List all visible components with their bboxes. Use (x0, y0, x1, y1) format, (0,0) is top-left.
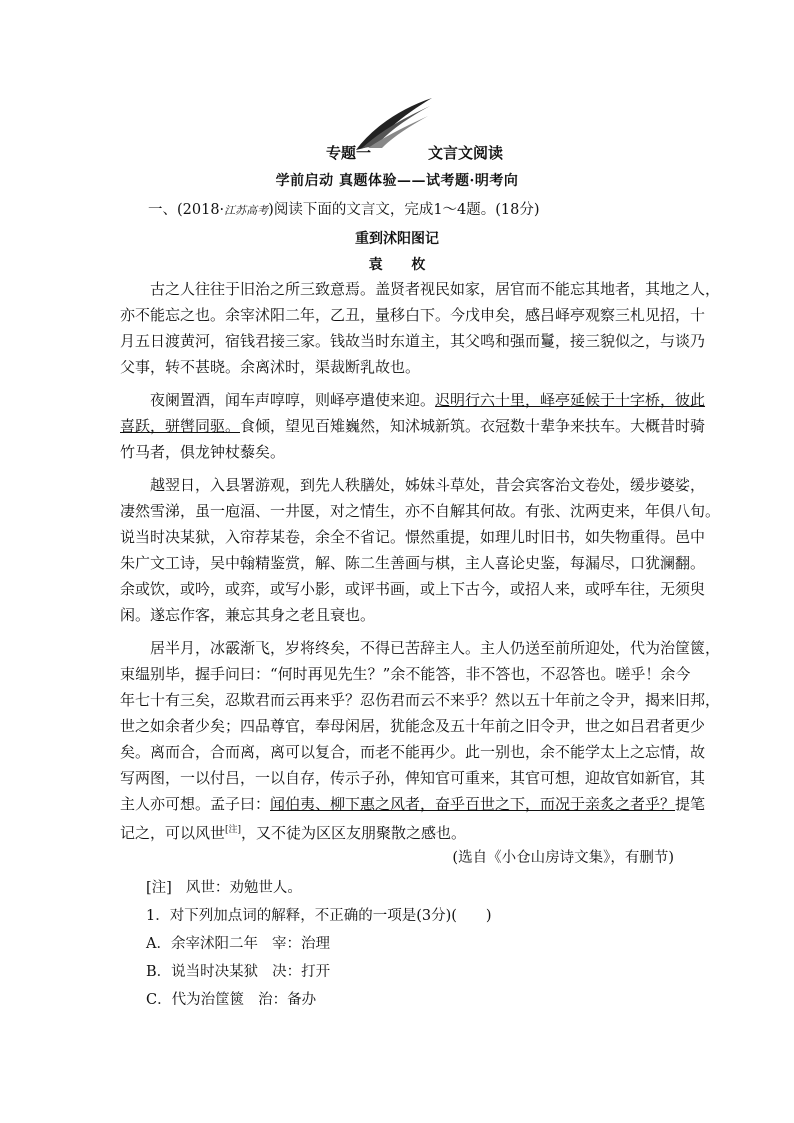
question-intro (148, 198, 540, 219)
paragraph-3-line-3: 说当时决某狱，入帘荐某卷，余全不省记。憬然重提，如理儿时旧书，如失物重得。邑中 (120, 528, 706, 546)
article-body (120, 276, 721, 843)
option-c-letter: C． (146, 992, 172, 1008)
paragraph-2-line-3: 竹马者，俱龙钟杖藜矣。 (120, 443, 286, 461)
paragraph-4-line-8 (120, 817, 676, 843)
paragraph-4-underlined: 闻伯夷、柳下惠之风者，奋乎百世之下，而况于亲炙之者乎？ (270, 795, 676, 813)
footnote-text: 风世：劝勉世人。 (185, 880, 302, 896)
paragraph-4-line-3: 年七十有三矣，忍欺君而云再来乎？忍伤君而云不来乎？然以五十年前之令尹，揭来旧邦， (120, 691, 721, 709)
paragraph-2-line-2-tail: 大概昔时骑 (630, 417, 706, 435)
option-c[interactable] (146, 988, 316, 1009)
footnote-marker: [注] (225, 825, 242, 835)
option-a-gloss: 宰：治理 (271, 936, 330, 952)
paragraph-4-line-4: 世之如余者少矣；四品尊官，奉母闲居，犹能念及五十年前之旧令尹，世之如吕君者更少 (120, 717, 706, 735)
page-subtitle: 学前启动 真题体验——试考题·明考向 (275, 173, 519, 189)
article-author: 袁 枚 (368, 257, 438, 273)
article-title: 重到沭阳图记 (355, 231, 439, 247)
paragraph-4-line-1: 居半月，冰霰渐飞，岁将终矣，不得已苦辞主人。主人仍送至前所迎处，代为治筐篋， (150, 639, 721, 657)
paragraph-2-underlined-1: 迟明行六十里，峄亭延候于十字桥，彼此 (435, 391, 706, 409)
paragraph-1-line-3: 月五日渡黄河，宿钱君接三家。钱故当时东道主，其父鸣和强而鬘，接三貌似之，与谈乃 (120, 332, 706, 350)
question-1-stem: 1．对下列加点词的解释，不正确的一项是(3分)( ) (146, 908, 492, 924)
paragraph-2-line-2 (120, 413, 706, 439)
paragraph-4-line-5: 矣。离而合，合而离，离可以复合，而老不能再少。此一别也，余不能学太上之忘情，故 (120, 743, 706, 761)
paragraph-2-line-2-rest: 食倾，望见百雉巍然，知沭城新筑。衣冠数十辈争来扶车。 (240, 417, 631, 435)
paragraph-2-underlined-2: 喜跃，骈辔同驱。 (120, 417, 241, 435)
paragraph-4-line-6: 写两图，一以付吕，一以自存，传示子孙，俾知官可重来，其官可想，迎故官如新官，其 (120, 769, 706, 787)
paragraph-4-line-7 (120, 791, 706, 817)
option-c-gloss: 治：备办 (258, 992, 317, 1008)
paragraph-4-line-2: 束缊别毕，握手问曰：“何时再见先生？”余不能答，非不答也，不忍答也。嗟乎！余今 (120, 665, 691, 683)
article-source: (选自《小仓山房诗文集》，有删节) (452, 850, 674, 866)
paragraph-2-line-1-text: 夜阑置酒，闻车声啍啍，则峄亭遣使来迎。 (150, 391, 436, 409)
option-b-phrase: 说当时决某狱 (171, 964, 259, 980)
option-b[interactable] (146, 960, 330, 981)
paragraph-3-line-5: 余或饮，或吟，或弈，或写小影，或评书画，或上下古今，或招人来，或呼车往，无须臾 (120, 580, 706, 598)
paragraph-4-line-8-post: ，又不徒为区区友朋聚散之感也。 (241, 824, 467, 842)
paragraph-1-line-4: 父事，转不甚晓。余离沭时，渠裁断乳故也。 (120, 358, 421, 376)
section-title: 文言文阅读 (428, 144, 504, 162)
question-intro-suffix: )阅读下面的文言文，完成1～4题。(18分) (268, 202, 540, 218)
topic-label: 专题一 (326, 144, 372, 162)
paragraph-1-line-1: 古之人往往于旧治之所三致意焉。盖贤者视民如家，居官而不能忘其地者，其地之人， (150, 280, 721, 298)
footnote-label: [注] (146, 880, 172, 896)
paragraph-1-line-2: 亦不能忘之也。余宰沭阳二年，乙丑，量移白下。今戊申矣，感吕峄亭观察三札见招，十 (120, 306, 706, 324)
paragraph-3-line-1: 越翌日，入县署游观，到先人秩膳处，姊妹斗草处，昔会宾客治文卷处，缓步婆娑， (150, 476, 706, 494)
option-a[interactable] (146, 932, 330, 953)
paragraph-4-line-7-pre: 主人亦可想。孟子曰： (120, 795, 271, 813)
option-a-letter: A． (146, 936, 171, 952)
question-intro-prefix: 一、(2018· (148, 202, 225, 218)
paragraph-3-line-4: 朱广文工诗，吴中翰精鉴赏，解、陈二生善画与棋，主人喜论史鉴，每漏尽，口犹澜翻。 (120, 554, 706, 572)
paragraph-3-line-2: 凄然雪涕，虽一庖湢、一井匽，对之情生，亦不自解其何故。有张、沈两吏来，年俱八旬。 (120, 502, 721, 520)
paragraph-2-line-1 (120, 387, 706, 413)
footnote (146, 876, 302, 897)
paragraph-4-line-7-post: 提笔 (675, 795, 706, 813)
option-b-letter: B． (146, 964, 172, 980)
paragraph-3-line-6: 闲。遂忘作客，兼忘其身之老且衰也。 (120, 606, 376, 624)
option-a-phrase: 余宰沭阳二年 (170, 936, 258, 952)
question-intro-source: 江苏高考 (224, 204, 269, 217)
paragraph-4-line-8-pre: 记之，可以风世 (120, 824, 226, 842)
option-c-phrase: 代为治筐篋 (171, 992, 245, 1008)
option-b-gloss: 决：打开 (272, 964, 331, 980)
